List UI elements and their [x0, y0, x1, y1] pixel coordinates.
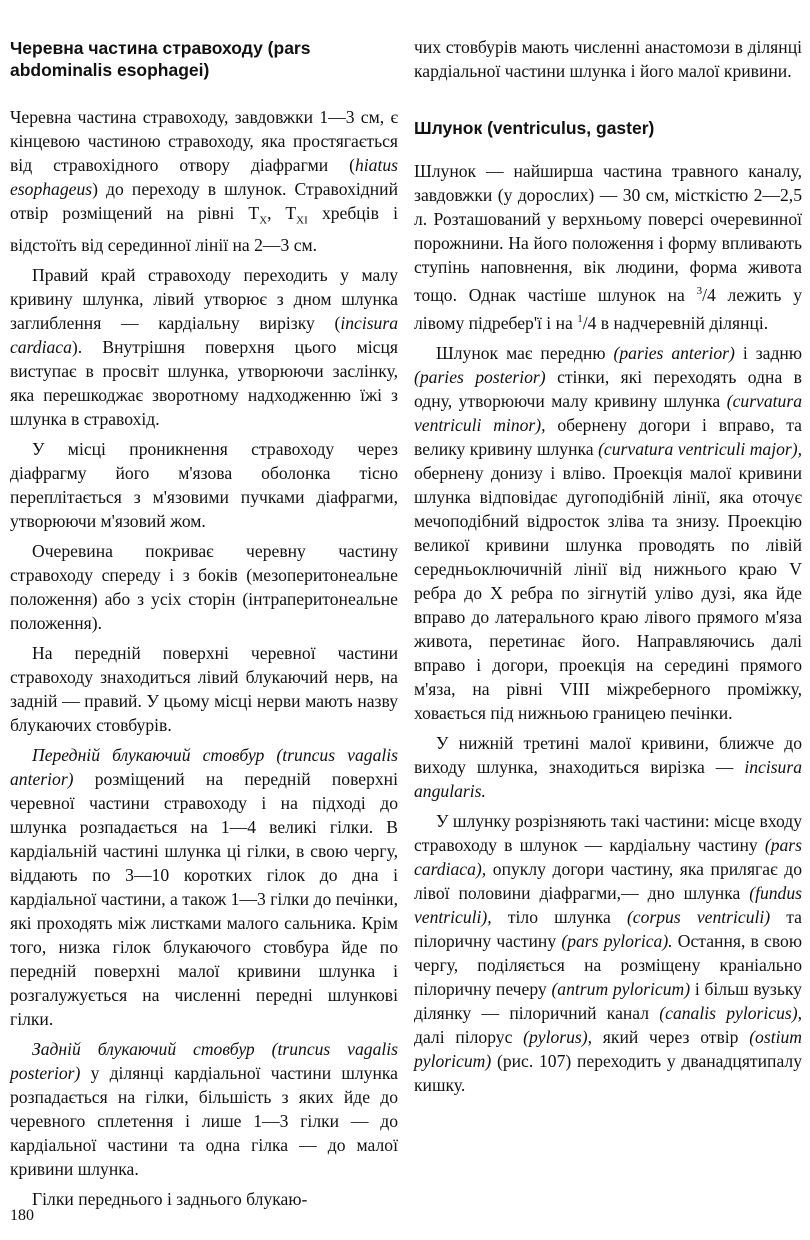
- paragraph: Правий край стравоходу переходить у малу кривину шлунка, лівий утворює з дном шлунка заглиблення — кардіальну вирізку (incisura cardiaca). Внутрішня поверхня цього місця виступає в просвіт шлунка, утворюючи заслінку, яка перешкоджає зворотному надходженню їжі з шлунка в стравохід.: [10, 264, 398, 429]
- paragraph: Задній блукаючий стовбур (truncus vagalis posterior) у ділянці кардіальної частини шлунка розпадається на гілки, більшість з яких йде до черевного сплетення і лише 1—3 гілки — до кардіальної частини та одна гілка — до малої кривини шлунка.: [10, 1038, 398, 1179]
- paragraph: Черевна частина стравоходу, завдовжки 1—3 см, є кінцевою частиною стравоходу, яка простягається від стравохідного отвору діафрагми (hiatus esophageus) до переходу в шлунок. Стравохідний отвір розміщений на рівні $T_X$, $T_{XI}$ хребців і відстоїть від серединної лінії на 2—3 см.: [10, 107, 398, 255]
- paragraph: чих стовбурів мають численні анастомози в ділянці кардіальної частини шлунка і його малої кривини.: [414, 37, 802, 81]
- section-heading-esophagus: Черевна частина стравоходу (pars abdominalis esophagei): [10, 38, 311, 80]
- paragraph: У нижній третині малої кривини, ближче до виходу шлунка, знаходиться вирізка — incisura angularis.: [414, 732, 802, 801]
- section-heading-stomach: Шлунок (ventriculus, gaster): [414, 118, 655, 138]
- left-column: [10, 37, 398, 1217]
- page-number: 180: [10, 1207, 34, 1224]
- paragraph: Шлунок — найширша частина травного каналу, завдовжки (у дорослих) — 30 см, місткістю 2—2,5 л. Розташований у верхньому поверсі очеревинної порожнини. На його положення і форму впливають ступінь наповнення, вік людини, форма живота тощо. Однак частіше шлунок на $^3$/4 лежить у лівому підребер'ї і на $^1$/4 в надчеревній ділянці.: [414, 161, 802, 333]
- paragraph: Шлунок має передню (paries anterior) і задню (paries posterior) стінки, які переходять одна в одну, утворюючи малу кривину шлунка (curvatura ventriculi minor), обернену догори і вправо, та велику кривину шлунка (curvatura ventriculi major), обернену донизу і вліво. Проекція малої кривини шлунка відповідає дугоподібній лінії, яка оточує мечоподібний відросток зліва та знизу. Проекцію великої кривини шлунка проводять по лівій середньоключичній лінії від нижнього краю V ребра до X ребра по зігнутій уліво дузі, яка йде вправо до латерального краю лівого прямого м'яза живота, перетинає його. Направляючись далі вправо і догори, проекція на середині прямого м'яза, на рівні VIII міжреберного проміжку, ховається під нижньою границею печінки.: [414, 342, 802, 723]
- paragraph: У шлунку розрізняють такі частини: місце входу стравоходу в шлунок — кардіальну частину (pars cardiaca), опуклу догори частину, яка прилягає до лівої половини діафрагми,— дно шлунка (fundus ventriculi), тіло шлунка (corpus ventriculi) та пілоричну частину (pars pylorica). Остання, в свою чергу, поділяється на розміщену краніально пілоричну печеру (antrum pyloricum) і більш вузьку ділянку — пілоричний канал (canalis pyloricus), далі пілорус (pylorus), який через отвір (ostium pyloricum) (рис. 107) переходить у дванадцятипалу кишку.: [414, 810, 802, 1095]
- paragraph: На передній поверхні черевної частини стравоходу знаходиться лівий блукаючий нерв, на задній — правий. У цьому місці нерви мають назву блукаючих стовбурів.: [10, 642, 398, 735]
- paragraph: Гілки переднього і заднього блукаю-: [32, 1188, 308, 1209]
- paragraph: У місці проникнення стравоходу через діафрагму його м'язова оболонка тісно переплітається з м'язовими пучками діафрагми, утворюючи м'язовий жом.: [10, 438, 398, 531]
- paragraph: Передній блукаючий стовбур (truncus vagalis anterior) розміщений на передній поверхні черевної частини стравоходу і на підході до шлунка розпадається на 1—4 великі гілки. В кардіальній частині шлунка ці гілки, в свою чергу, віддають по 3—10 коротких гілок до дна і кардіальної частини, а також 1—3 гілки до печінки, які проходять між листками малого сальника. Крім того, низка гілок блукаючого стовбура йде по передній поверхні малої кривини шлунка і розгалужується на численні передні шлункові гілки.: [10, 744, 398, 1029]
- right-column: [414, 35, 802, 1103]
- paragraph: Очеревина покриває черевну частину стравоходу спереду і з боків (мезоперитонеальне положення) або з усіх сторін (інтраперитонеальне положення).: [10, 540, 398, 633]
